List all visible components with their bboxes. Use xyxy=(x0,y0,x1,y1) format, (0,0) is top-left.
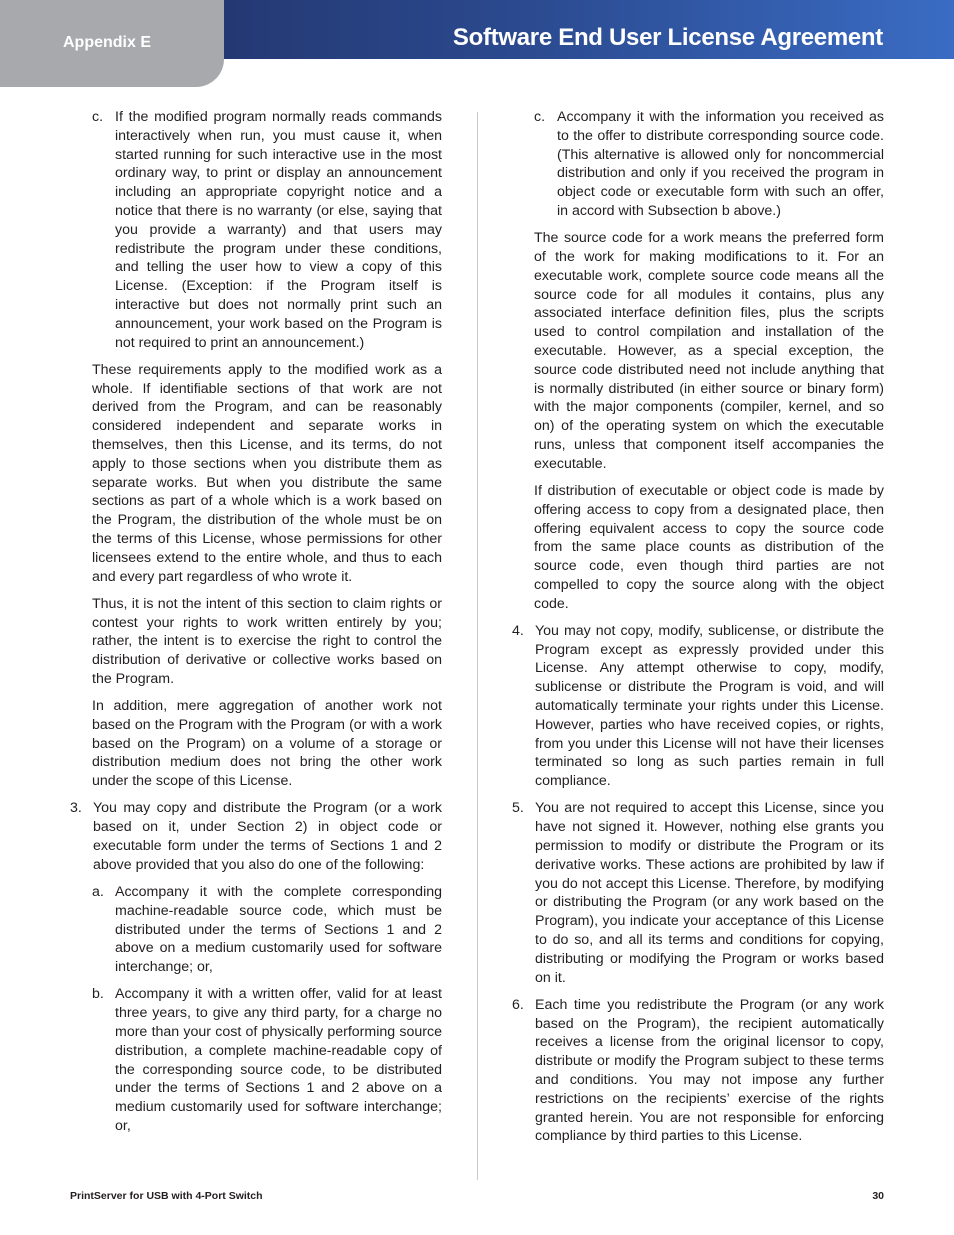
list-marker: b. xyxy=(92,986,104,1003)
list-item xyxy=(70,108,442,352)
list-marker: 6. xyxy=(512,996,524,1013)
list-item xyxy=(70,883,442,977)
column-divider xyxy=(477,112,478,1180)
page-title: Software End User License Agreement xyxy=(452,24,883,51)
list-item-text: Accompany it with the information you received as to the offer to distribute corresponding source code. (This alternative is allowed only for noncommercial distribution and only if you received the program in object code or executable form with such an offer, in accord with Subsection b above.) xyxy=(557,109,884,219)
list-item-text: Each time you redistribute the Program (or any work based on the Program), the recipient automatically receives a license from the original licensor to copy, distribute or modify the Program subject to these terms and conditions. You may not impose any further restrictions on the recipients’ exercise of the rights granted herein. You are not responsible for enforcing compliance by third parties to this License. xyxy=(535,996,884,1145)
list-item-text: You may copy and distribute the Program (or a work based on it, under Section 2) in object code or executable form under the terms of Sections 1 and 2 above provided that you also do one of the following: xyxy=(93,800,442,873)
list-item-text: If the modified program normally reads commands interactively when run, you must cause it, when started running for such interactive use in the most ordinary way, to print or display an announcement including an appropriate copyright notice and a notice that there is no warranty (or else, saying that you provide a warranty) and that users may redistribute the program under these conditions, and telling the user how to view a copy of this License. (Exception: if the Program itself is interactive but does not normally print such an announcement, your work based on the Program is not required to print an announcement.) xyxy=(115,109,442,351)
appendix-tab xyxy=(0,0,224,87)
right-column xyxy=(512,108,884,1155)
paragraph: Thus, it is not the intent of this section to claim rights or contest your rights to work written entirely by you; rather, the intent is to exercise the right to control the distribution of derivative or collective works based on the Program. xyxy=(92,595,442,687)
list-item-text: You may not copy, modify, sublicense, or distribute the Program except as expressly provided under this License. Any attempt otherwise to copy, modify, sublicense or distribute the Program is void, and will automatically terminate your rights under this License. However, parties who have received copies, or rights, from you under this License will not have their licenses terminated so long as such parties remain in full compliance. xyxy=(535,622,884,790)
list-item xyxy=(512,108,884,221)
page-number: 30 xyxy=(872,1190,884,1202)
list-item xyxy=(70,985,442,1135)
list-item-text: Accompany it with a written offer, valid for at least three years, to give any third party, for a charge no more than your cost of physically performing source distribution, a complete machine-readable copy of the corresponding source code, to be distributed under the terms of Sections 1 and 2 above on a medium customarily used for software interchange; or, xyxy=(115,986,442,1134)
list-item xyxy=(512,996,884,1146)
list-marker: c. xyxy=(92,109,104,125)
paragraph: In addition, mere aggregation of another work not based on the Program with the Program (or with a work based on the Program) on a volume of a storage or distribution medium does not bring the other work under the scope of this License. xyxy=(92,698,442,790)
list-marker: 3. xyxy=(70,800,82,817)
list-marker: c. xyxy=(534,109,546,125)
list-marker: 4. xyxy=(512,622,524,639)
appendix-label: Appendix E xyxy=(63,34,152,51)
paragraph: The source code for a work means the preferred form of the work for making modifications to it. For an executable work, complete source code means all the source code for all modules it contains, plus any associated interface definition files, plus the scripts used to control compilation and installation of the executable. However, as a special exception, the source code distributed need not include anything that is normally distributed (in either source or binary form) with the major components (compiler, kernel, and so on) of the operating system on which the executable runs, unless that component itself accompanies the executable. xyxy=(534,230,884,472)
paragraph: If distribution of executable or object code is made by offering access to copy from a designated place, then offering equivalent access to copy the source code from the same place counts as distribution of the source code, even though third parties are not compelled to copy the source along with the object code. xyxy=(534,482,884,612)
list-marker: 5. xyxy=(512,800,524,817)
list-item xyxy=(70,799,442,874)
footer-product: PrintServer for USB with 4-Port Switch xyxy=(70,1190,263,1202)
list-item-text: Accompany it with the complete corresponding machine-readable source code, which must be distributed under the terms of Sections 1 and 2 above on a medium customarily used for software interchange; or, xyxy=(115,884,442,976)
paragraph: These requirements apply to the modified work as a whole. If identifiable sections of that work are not derived from the Program, and can be reasonably considered independent and separate works in themselves, then this License, and its terms, do not apply to those sections when you distribute them as separate works. But when you distribute the same sections as part of a whole which is a work based on the Program, the distribution of the whole must be on the terms of this License, whose permissions for other licensees extend to the entire whole, and thus to each and every part regardless of who wrote it. xyxy=(92,361,442,585)
list-item xyxy=(512,799,884,987)
left-column xyxy=(70,108,442,1144)
list-item xyxy=(512,622,884,791)
list-item-text: You are not required to accept this License, since you have not signed it. However, nothing else grants you permission to modify or distribute the Program or its derivative works. These actions are prohibited by law if you do not accept this License. Therefore, by modifying or distributing the Program (or any work based on the Program), you indicate your acceptance of this License to do so, and all its terms and conditions for copying, distributing or modifying the Program or works based on it. xyxy=(535,800,884,986)
list-marker: a. xyxy=(92,884,104,901)
